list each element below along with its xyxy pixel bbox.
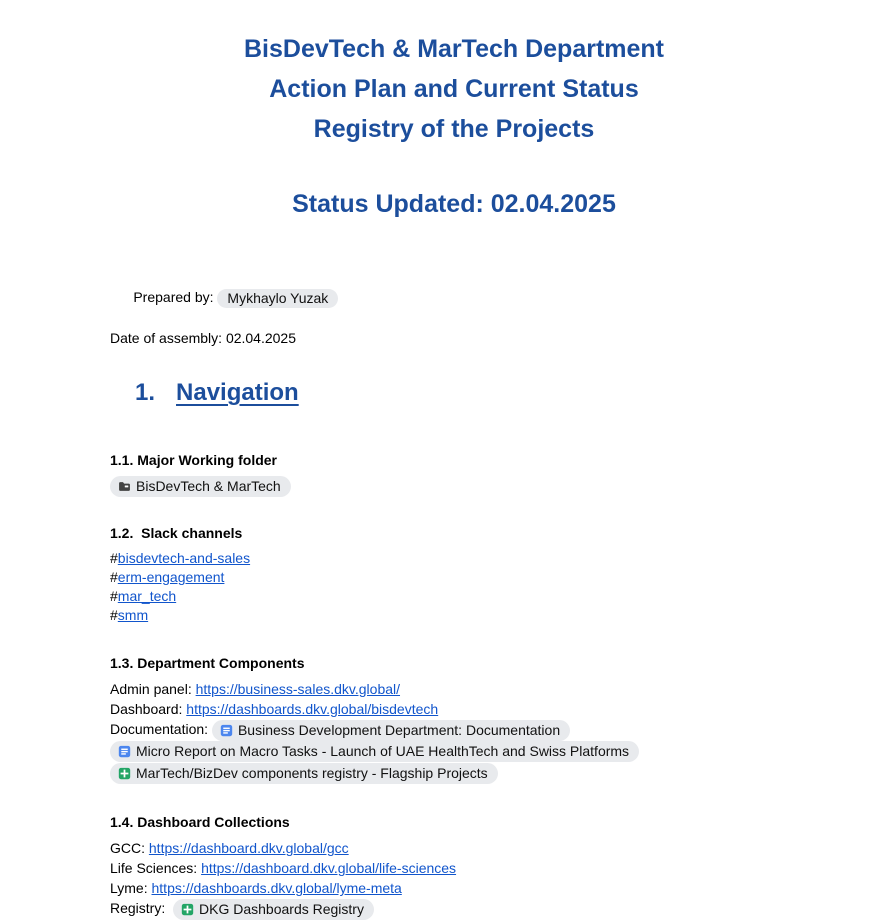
doc-title-line-3: Registry of the Projects [313, 115, 595, 143]
dashboard-row [110, 878, 798, 898]
section-heading-slack: 1.2. Slack channels [110, 524, 243, 541]
dashboards-list [110, 838, 798, 920]
google-sheets-icon [181, 903, 194, 916]
drive-folder-icon [118, 480, 131, 493]
section-heading-working-folder: 1.1. Major Working folder [110, 451, 277, 468]
dkg-registry-sheet-chip[interactable] [173, 899, 374, 920]
components-registry-row [110, 762, 798, 784]
drive-folder-chip-label: BisDevTech & MarTech [136, 478, 281, 495]
drive-folder-chip[interactable] [110, 476, 291, 497]
document-page [110, 0, 798, 920]
doc-title [110, 0, 798, 149]
dashboard-link[interactable]: https://dashboards.dkv.global/bisdevtech [186, 700, 439, 717]
documentation-row [110, 719, 798, 741]
navigation-heading-number: 1. [135, 378, 156, 406]
documentation-doc-chip[interactable] [212, 720, 570, 741]
lyme-dashboard-link[interactable]: https://dashboards.dkv.global/lyme-meta [151, 880, 402, 897]
status-updated-heading: Status Updated: 02.04.2025 [292, 190, 616, 218]
micro-report-row [110, 741, 798, 763]
hash-prefix: # [110, 549, 118, 566]
dkg-registry-sheet-chip-label: DKG Dashboards Registry [199, 900, 364, 917]
hash-prefix: # [110, 606, 118, 623]
google-sheets-icon [118, 767, 131, 780]
slack-channel-link[interactable]: bisdevtech-and-sales [117, 549, 251, 566]
date-of-assembly-line: Date of assembly: 02.04.2025 [110, 329, 297, 346]
slack-channel-row [110, 549, 798, 568]
component-label: Dashboard: [110, 700, 187, 717]
micro-report-doc-chip-label: Micro Report on Macro Tasks - Launch of UAE HealthTech and Swiss Platforms [136, 743, 630, 760]
dashboard-label: Life Sciences: [110, 860, 202, 877]
person-chip-label: Mykhaylo Yuzak [227, 289, 329, 306]
slack-channel-row [110, 606, 798, 625]
components-list [110, 679, 798, 784]
slack-channel-list [110, 549, 798, 625]
life-sciences-dashboard-link[interactable]: https://dashboard.dkv.global/life-sciences [201, 860, 457, 877]
prepared-by-label: Prepared by: [133, 289, 218, 305]
meta-block [110, 267, 798, 348]
documentation-doc-chip-label: Business Development Department: Documentation [237, 721, 561, 738]
dashboard-label: GCC: [110, 840, 149, 857]
google-docs-icon [220, 724, 233, 737]
component-row [110, 679, 798, 699]
components-registry-sheet-chip-label: MarTech/BizDev components registry - Flagship Projects [136, 765, 488, 782]
slack-channel-link[interactable]: erm-engagement [117, 568, 225, 585]
gcc-dashboard-link[interactable]: https://dashboard.dkv.global/gcc [148, 840, 349, 857]
dkg-registry-row [110, 898, 798, 920]
section-heading-components: 1.3. Department Components [110, 654, 305, 671]
section-heading-dashboards: 1.4. Dashboard Collections [110, 814, 290, 831]
slack-channel-link[interactable]: mar_tech [117, 587, 177, 604]
dashboard-row [110, 838, 798, 858]
doc-title-line-2: Action Plan and Current Status [269, 75, 639, 103]
doc-title-line-1: BisDevTech & MarTech Department [243, 35, 665, 63]
hash-prefix: # [110, 568, 118, 585]
navigation-heading [110, 378, 798, 408]
slack-channel-row [110, 568, 798, 587]
admin-panel-link[interactable]: https://business-sales.dkv.global/ [195, 680, 401, 697]
documentation-label: Documentation: [110, 720, 212, 737]
component-row [110, 699, 798, 719]
person-chip[interactable] [217, 289, 338, 308]
slack-channel-link[interactable]: smm [117, 606, 149, 623]
component-label: Admin panel: [110, 680, 196, 697]
working-folder-row [110, 475, 798, 498]
slack-channel-row [110, 587, 798, 606]
prepared-by-line [110, 267, 798, 328]
components-registry-sheet-chip[interactable] [110, 763, 498, 784]
dashboard-row [110, 858, 798, 878]
dkg-registry-label: Registry: [110, 900, 174, 917]
navigation-heading-link[interactable]: Navigation [176, 378, 299, 406]
dashboard-label: Lyme: [110, 880, 152, 897]
micro-report-doc-chip[interactable] [110, 741, 639, 762]
hash-prefix: # [110, 587, 118, 604]
google-docs-icon [118, 745, 131, 758]
